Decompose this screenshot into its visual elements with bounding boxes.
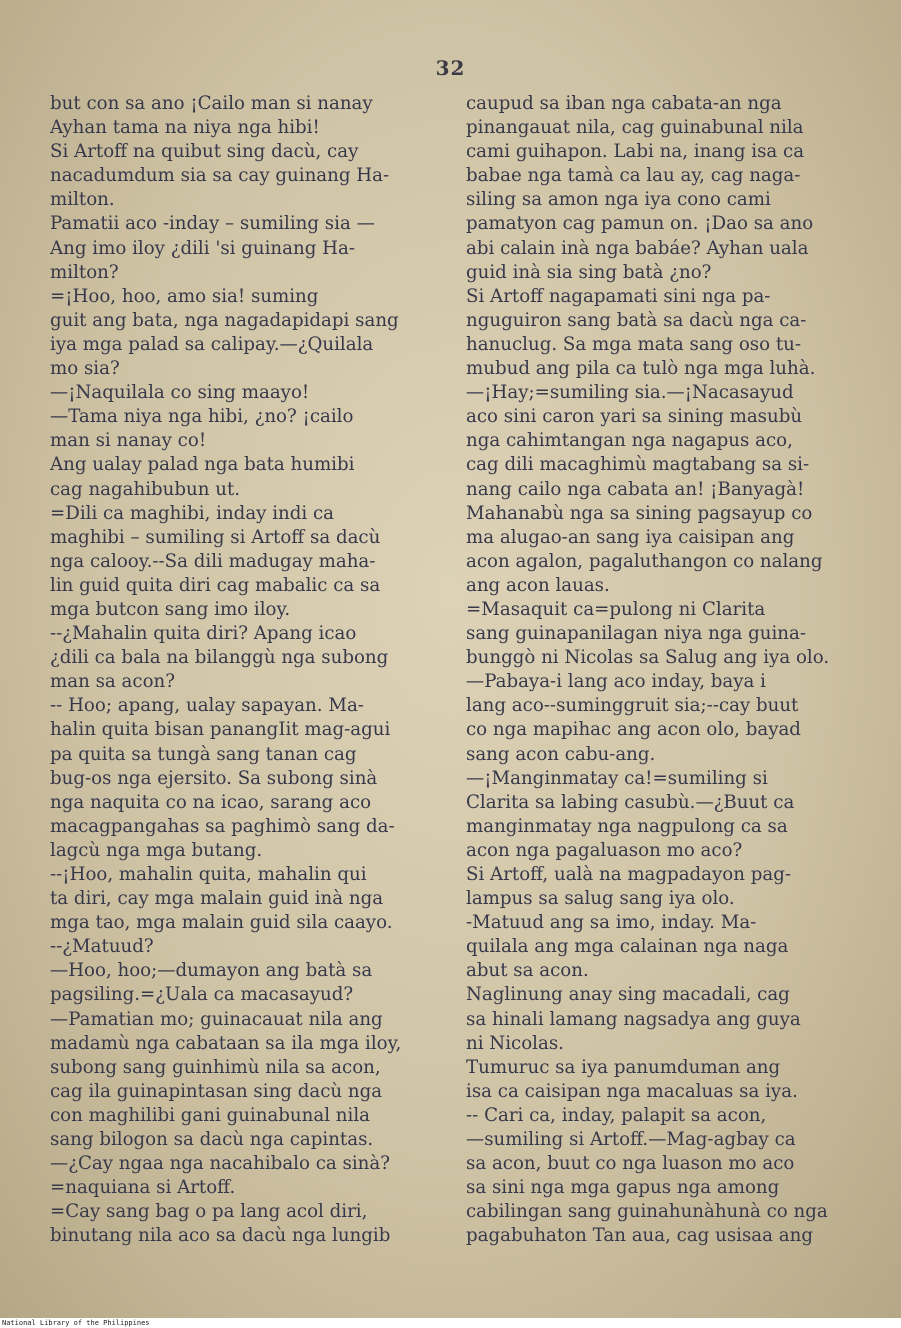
left-text-column	[50, 92, 448, 1249]
text-line: but con sa ano ¡Cailo man si nanay	[50, 93, 373, 114]
text-line: lagcù nga mga butang.	[50, 839, 263, 861]
text-line: con maghilibi gani guinabunal nila	[50, 1104, 370, 1126]
right-text-column	[466, 92, 856, 1249]
text-line: cag dili macaghimù magtabang sa si-	[466, 454, 810, 476]
text-line: aco sini caron yari sa sining masubù	[466, 406, 803, 428]
text-line: guit ang bata, nga nagadapidapi sang	[50, 309, 399, 331]
text-line: pinangauat nila, cag guinabunal nila	[466, 117, 804, 139]
text-line: cag ila guinapintasan sing dacù nga	[50, 1080, 383, 1102]
text-line: --¿Mahalin quita diri? Apang icao	[50, 623, 357, 645]
text-line: sa sini nga mga gapus nga among	[466, 1177, 780, 1199]
text-line: pagabuhaton Tan aua, cag usisaa ang	[466, 1225, 813, 1247]
text-line: —sumiling si Artoff.—Mag-agbay ca	[466, 1129, 796, 1151]
page-number: 32	[435, 56, 466, 80]
text-line: =Dili ca maghibi, inday indi ca	[50, 502, 335, 524]
text-line: sang bilogon sa dacù nga capintas.	[50, 1129, 374, 1151]
text-line: binutang nila aco sa dacù nga lungib	[50, 1225, 391, 1247]
text-line: halin quita bisan panangIit mag-agui	[50, 719, 391, 741]
text-line: --¿Matuud?	[50, 936, 154, 958]
text-line: =¡Hoo, hoo, amo sia! suming	[50, 285, 319, 307]
text-line: Si Artoff nagapamati sini nga pa-	[466, 285, 771, 307]
text-line: manginmatay nga nagpulong ca sa	[466, 815, 788, 837]
text-line: nacadumdum sia sa cay guinang Ha-	[50, 165, 390, 187]
text-line: —¡Hay;=sumiling sia.—¡Nacasayud	[466, 382, 794, 404]
text-line: acon agalon, pagaluthangon co nalang	[466, 550, 823, 572]
text-line: =Masaquit ca=pulong ni Clarita	[466, 598, 766, 620]
footer-credit: National Library of the Philippines	[2, 1319, 150, 1327]
text-line: bug-os nga ejersito. Sa subong sinà	[50, 767, 378, 789]
text-line: siling sa amon nga iya cono cami	[466, 189, 771, 211]
text-line: sa hinali lamang nagsadya ang guya	[466, 1008, 801, 1030]
text-line: ¿dili ca bala na bilanggù nga subong	[50, 647, 389, 669]
text-line: mubud ang pila ca tulò nga mga luhà.	[466, 358, 816, 380]
text-line: milton?	[50, 261, 119, 283]
text-line: man si nanay co!	[50, 430, 207, 452]
text-line: nguguiron sang batà sa dacù nga ca-	[466, 309, 807, 331]
text-line: babae nga tamà ca lau ay, cag naga-	[466, 165, 801, 187]
text-line: Tumuruc sa iya panumduman ang	[466, 1056, 781, 1078]
text-line: man sa acon?	[50, 671, 175, 693]
text-line: ang acon lauas.	[466, 574, 610, 596]
text-line: sang guinapanilagan niya nga guina-	[466, 623, 806, 645]
text-line: ni Nicolas.	[466, 1032, 564, 1054]
text-line: Naglinung anay sing macadali, cag	[466, 984, 790, 1006]
text-line: lang aco--suminggruit sia;--cay buut	[466, 695, 799, 717]
text-line: Clarita sa labing casubù.—¿Buut ca	[466, 791, 795, 813]
text-line: —Pamatian mo; guinacauat nila ang	[50, 1008, 383, 1030]
text-line: subong sang guinhimù nila sa acon,	[50, 1056, 381, 1078]
text-line: lampus sa salug sang iya olo.	[466, 888, 735, 910]
text-line: =naquiana si Artoff.	[50, 1177, 236, 1199]
text-line: Si Artoff, ualà na magpadayon pag-	[466, 864, 792, 885]
text-line: lin guid quita diri cag mabalic ca sa	[50, 574, 381, 596]
text-line: nga calooy.--Sa dili madugay maha-	[50, 550, 376, 572]
text-line: cag nagahibubun ut.	[50, 478, 241, 500]
text-line: —¿Cay ngaa nga nacahibalo ca sinà?	[50, 1153, 390, 1175]
text-line: acon nga pagaluason mo aco?	[466, 839, 743, 861]
text-line: Ang imo iloy ¿dili 'si guinang Ha-	[50, 237, 355, 259]
text-line: -- Hoo; apang, ualay sapayan. Ma-	[50, 695, 364, 717]
text-line: —¡Manginmatay ca!=sumiling si	[466, 767, 768, 789]
text-line: hanuclug. Sa mga mata sang oso tu-	[466, 333, 802, 355]
text-line: —Hoo, hoo;—dumayon ang batà sa	[50, 960, 373, 982]
text-line: -Matuud ang sa imo, inday. Ma-	[466, 912, 757, 934]
text-line: bunggò ni Nicolas sa Salug ang iya olo.	[466, 647, 830, 669]
text-line: macagpangahas sa paghimò sang da-	[50, 815, 395, 837]
text-line: =Cay sang bag o pa lang acol diri,	[50, 1201, 368, 1223]
text-line: pa quita sa tungà sang tanan cag	[50, 743, 357, 765]
text-line: Pamatii aco -inday – sumiling sia —	[50, 213, 375, 235]
text-line: —Tama niya nga hibi, ¿no? ¡cailo	[50, 406, 354, 428]
text-line: Si Artoff na quibut sing dacù, cay	[50, 141, 359, 163]
text-line: abi calain inà nga babáe? Ayhan uala	[466, 237, 809, 259]
text-line: caupud sa iban nga cabata-an nga	[466, 93, 782, 114]
text-line: —Pabaya-i lang aco inday, baya i	[466, 671, 766, 693]
text-line: sang acon cabu-ang.	[466, 743, 656, 765]
text-line: abut sa acon.	[466, 960, 589, 982]
text-line: nang cailo nga cabata an! ¡Banyagà!	[466, 478, 805, 500]
text-line: ma alugao-an sang iya caisipan ang	[466, 526, 795, 548]
text-line: Mahanabù nga sa sining pagsayup co	[466, 502, 813, 524]
text-line: --¡Hoo, mahalin quita, mahalin qui	[50, 864, 367, 885]
text-line: iya mga palad sa calipay.—¿Quilala	[50, 333, 374, 355]
text-line: Ang ualay palad nga bata humibi	[50, 454, 355, 476]
text-line: co nga mapihac ang acon olo, bayad	[466, 719, 801, 741]
text-line: sa acon, buut co nga luason mo aco	[466, 1153, 795, 1175]
text-line: -- Cari ca, inday, palapit sa acon,	[466, 1104, 767, 1126]
text-line: pamatyon cag pamun on. ¡Dao sa ano	[466, 213, 814, 235]
text-line: mo sia?	[50, 358, 120, 380]
text-line: —¡Naquilala co sing maayo!	[50, 382, 310, 404]
footer-bar	[0, 1318, 901, 1328]
text-line: mga tao, mga malain guid sila caayo.	[50, 912, 393, 934]
text-line: milton.	[50, 189, 115, 211]
text-line: nga cahimtangan nga nagapus aco,	[466, 430, 793, 452]
text-line: ta diri, cay mga malain guid inà nga	[50, 888, 384, 910]
text-line: Ayhan tama na niya nga hibi!	[50, 117, 320, 139]
text-line: mga butcon sang imo iloy.	[50, 598, 291, 620]
text-line: nga naquita co na icao, sarang aco	[50, 791, 372, 813]
text-line: maghibi – sumiling si Artoff sa dacù	[50, 526, 381, 548]
text-line: guid inà sia sing batà ¿no?	[466, 261, 712, 283]
text-line: cami guihapon. Labi na, inang isa ca	[466, 141, 805, 163]
text-line: cabilingan sang guinahunàhunà co nga	[466, 1201, 828, 1223]
text-line: quilala ang mga calainan nga naga	[466, 936, 789, 958]
text-line: isa ca caisipan nga macaluas sa iya.	[466, 1080, 798, 1102]
text-line: madamù nga cabataan sa ila mga iloy,	[50, 1032, 402, 1054]
text-line: pagsiling.=¿Uala ca macasayud?	[50, 984, 354, 1006]
